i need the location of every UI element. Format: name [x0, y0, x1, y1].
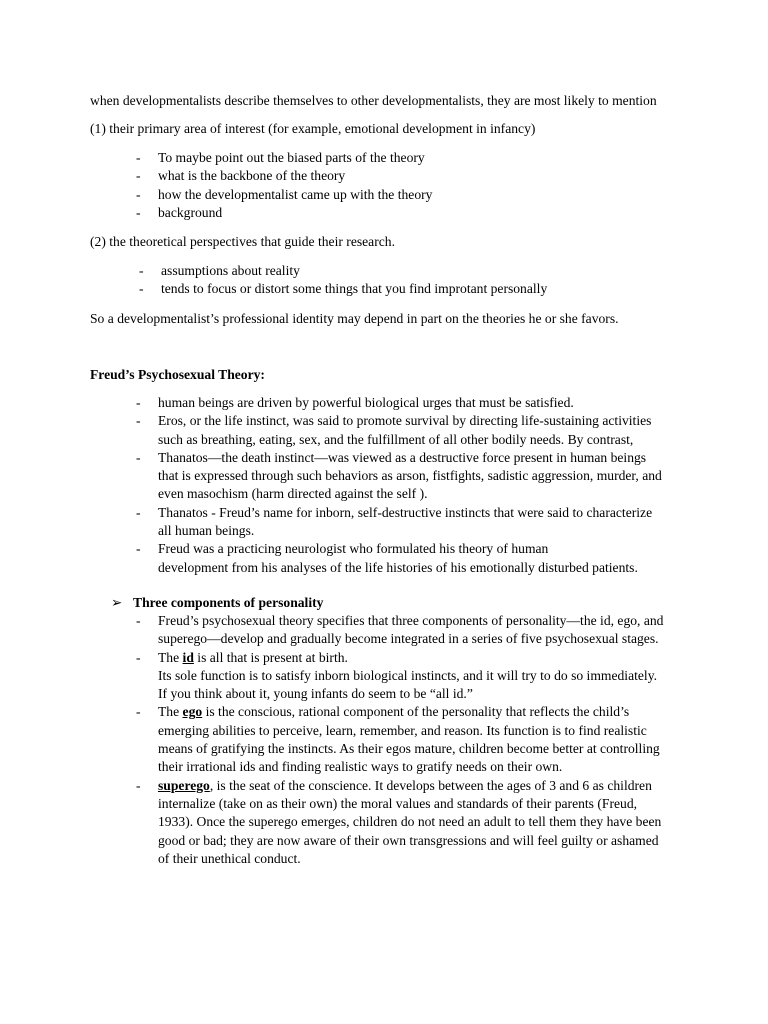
- list-item: - human beings are driven by powerful biological urges that must be satisfied.: [136, 395, 574, 410]
- id-term: id: [182, 649, 194, 665]
- ego-term: ego: [182, 704, 203, 720]
- list-item: - superego, is the seat of the conscience. It develops between the ages of 3 and 6 as children internalize (take on as their own) the moral values and standards of their parents (Freud, 1933). Once the superego emerges, children do not need an adult to tell them they have been good or bad; they are now aware of their own transgressions and will feel guilty or ashamed of their unethical conduct.: [136, 777, 662, 866]
- list-item: - tends to focus or distort some things that you find improtant personally: [139, 281, 548, 297]
- intro-line: when developmentalists describe themselves to other developmentalists, they are most likely to mention: [90, 93, 657, 108]
- freud-list: [136, 394, 662, 577]
- list-item: - To maybe point out the biased parts of the theory: [136, 150, 425, 165]
- superego-term: superego: [158, 777, 210, 793]
- list-item: - what is the backbone of the theory: [136, 168, 346, 184]
- section-heading: Freud’s Psychosexual Theory:: [90, 367, 265, 382]
- arrow-bullet-icon: ➢: [111, 595, 123, 610]
- point-two-list: [139, 262, 547, 299]
- list-item: - assumptions about reality: [139, 263, 300, 278]
- list-item: - Freud was a practicing neurologist who formulated his theory of human development from his analyses of the life histories of his emotionally disturbed patients.: [136, 541, 638, 575]
- conclusion: So a developmentalist’s professional identity may depend in part on the theories he or she favors.: [90, 311, 619, 326]
- list-item: - background: [136, 204, 223, 220]
- list-item: - Thanatos - Freud’s name for inborn, self-destructive instincts that were said to characterize all human beings.: [136, 504, 653, 539]
- list-item: - Freud’s psychosexual theory specifies that three components of personality—the id, ego, and superego—develop and gradually become integrated in a series of five psychosexual stages.: [136, 613, 664, 647]
- point-two: (2) the theoretical perspectives that guide their research.: [90, 234, 395, 249]
- list-item: - Eros, or the life instinct, was said to promote survival by directing life-sustaining activities such as breathing, eating, sex, and the fulfillment of all other bodily needs. By contrast,: [136, 413, 652, 447]
- list-item: - how the developmentalist came up with the theory: [136, 186, 433, 202]
- list-item: - The id is all that is present at birth. Its sole function is to satisfy inborn biological instincts, and it will try to do so immediately. If you think about it, young infants do seem to be “all id.”: [136, 649, 658, 702]
- list-item: - The ego is the conscious, rational component of the personality that reflects the child’s emerging abilities to perceive, learn, remember, and reason. Its function is to find realistic means of gratifying the instincts. As their egos mature, children become better at controlling their irrational ids and finding realistic ways to gratify needs on their own.: [136, 704, 660, 775]
- subsection-heading: ➢ Three components of personality: [111, 594, 323, 612]
- components-list: [136, 612, 663, 868]
- list-item: - Thanatos—the death instinct—was viewed as a destructive force present in human beings that is expressed through such behaviors as arson, fistfights, sadistic aggression, murder, and even masochism (harm directed against the self ).: [136, 449, 662, 502]
- point-one: (1) their primary area of interest (for example, emotional development in infancy): [90, 121, 536, 136]
- point-one-list: [136, 149, 432, 222]
